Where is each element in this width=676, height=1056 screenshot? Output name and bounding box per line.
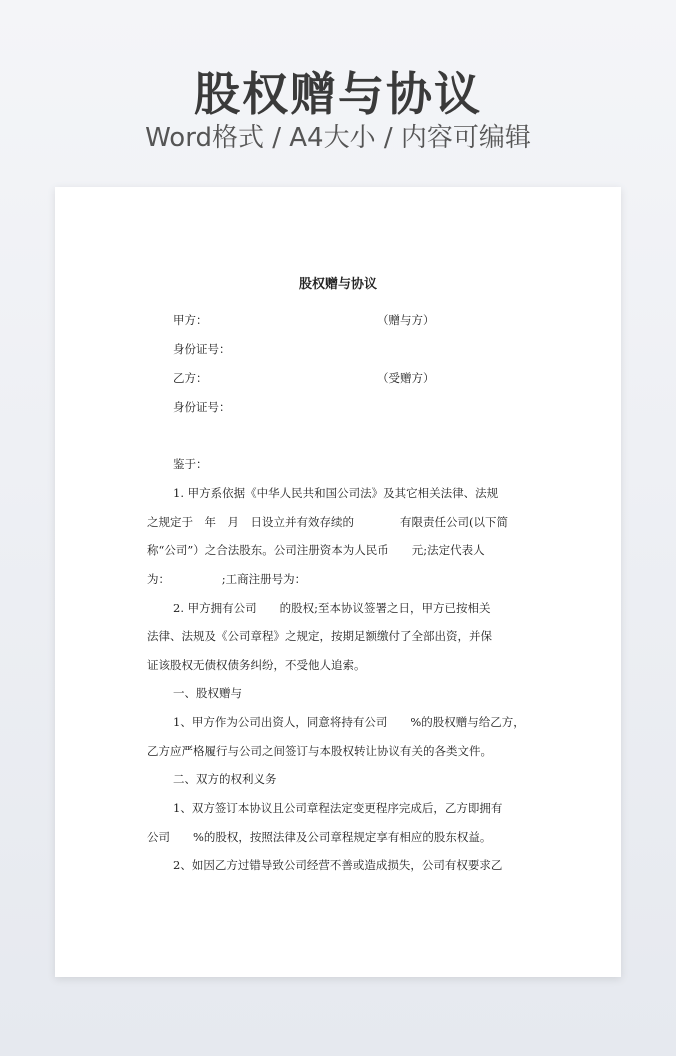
party-b-role: （受赠方） bbox=[377, 371, 435, 385]
paragraph-line: 1. 甲方系依据《中华人民共和国公司法》及其它相关法律、法规 bbox=[173, 486, 499, 500]
section-heading: 一、股权赠与 bbox=[173, 686, 242, 700]
party-a-id: 身份证号： bbox=[173, 342, 231, 356]
document-title: 股权赠与协议 bbox=[298, 277, 377, 292]
paragraph-line: 为： ;工商注册号为： bbox=[147, 572, 307, 586]
paragraph-line: 2、如因乙方过错导致公司经营不善或造成损失，公司有权要求乙 bbox=[173, 858, 503, 872]
paragraph-line: 1、双方签订本协议且公司章程法定变更程序完成后，乙方即拥有 bbox=[173, 801, 503, 815]
paragraph-line: 1、甲方作为公司出资人，同意将持有公司 %的股权赠与给乙方， bbox=[173, 715, 525, 729]
party-a-label: 甲方： bbox=[173, 313, 208, 327]
paragraph-line: 称“公司”）之合法股东。公司注册资本为人民币 元;法定代表人 bbox=[147, 543, 485, 557]
paragraph-line: 之规定于 年 月 日设立并有效存续的 有限责任公司(以下简 bbox=[147, 515, 508, 529]
section-heading: 二、双方的权利义务 bbox=[173, 772, 277, 786]
paragraph-line: 乙方应严格履行与公司之间签订与本股权转让协议有关的各类文件。 bbox=[147, 744, 492, 758]
paragraph-line: 公司 %的股权，按照法律及公司章程规定享有相应的股东权益。 bbox=[147, 830, 492, 844]
document-page bbox=[55, 187, 621, 977]
paragraph-line: 证该股权无债权债务纠纷，不受他人追索。 bbox=[147, 658, 366, 672]
party-b-label: 乙方： bbox=[173, 371, 208, 385]
party-a-role: （赠与方） bbox=[377, 313, 435, 327]
party-b-id: 身份证号： bbox=[173, 400, 231, 414]
paragraph-line: 2. 甲方拥有公司 的股权;至本协议签署之日，甲方已按相关 bbox=[173, 601, 491, 615]
page-title: 股权赠与协议 bbox=[194, 67, 482, 121]
paragraph-line: 法律、法规及《公司章程》之规定，按期足额缴付了全部出资，并保 bbox=[147, 629, 492, 643]
page-subtitle: Word格式 / A4大小 / 内容可编辑 bbox=[145, 123, 531, 153]
whereas-label: 鉴于： bbox=[173, 457, 208, 471]
